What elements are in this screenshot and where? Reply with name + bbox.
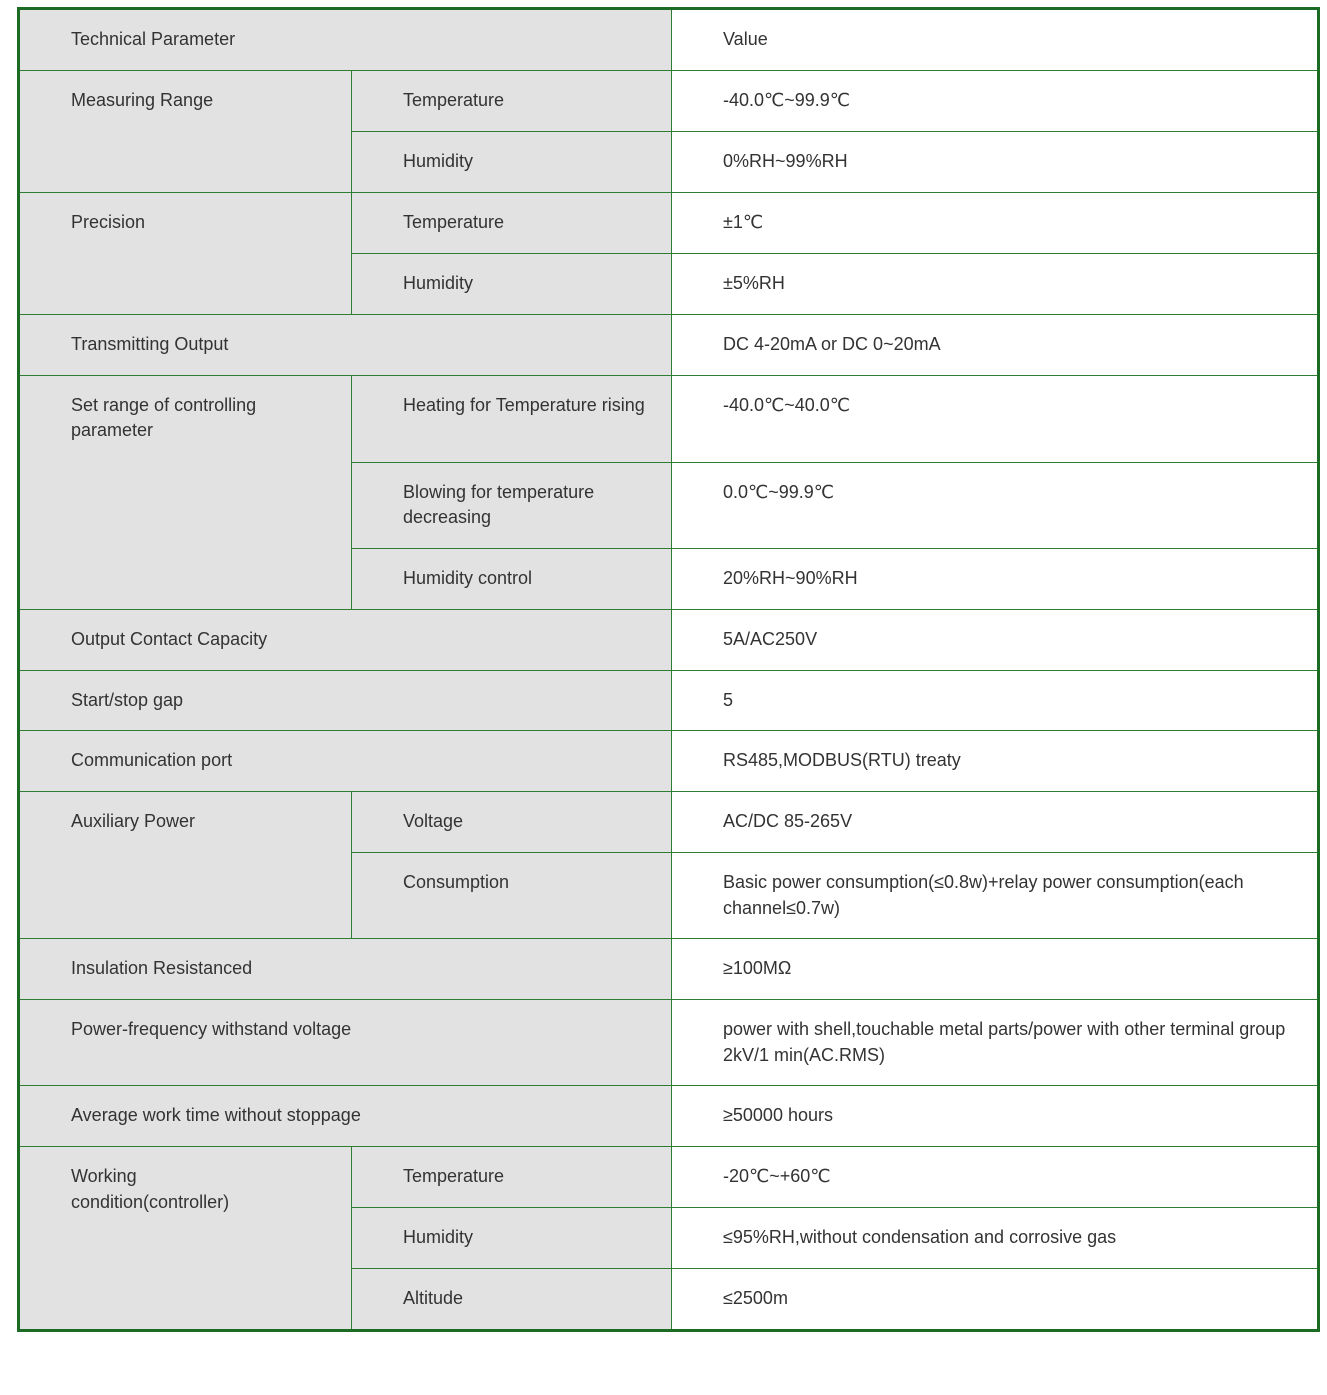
- start-stop-gap-label: Start/stop gap: [19, 670, 672, 731]
- value-cell: power with shell,touchable metal parts/power with other terminal group 2kV/1 min(AC.RMS): [672, 1000, 1319, 1086]
- value-cell: -40.0℃~40.0℃: [672, 375, 1319, 462]
- table-header-row: [19, 9, 1319, 71]
- value-cell: RS485,MODBUS(RTU) treaty: [672, 731, 1319, 792]
- value-cell: 20%RH~90%RH: [672, 548, 1319, 609]
- table-row: [19, 70, 1319, 131]
- technical-parameter-table: [17, 7, 1320, 1332]
- table-row: [19, 670, 1319, 731]
- communication-port-label: Communication port: [19, 731, 672, 792]
- sub-parameter-label: Voltage: [352, 792, 672, 853]
- sub-parameter-label: Temperature: [352, 70, 672, 131]
- value-cell: ≥100MΩ: [672, 939, 1319, 1000]
- sub-parameter-label: Humidity: [352, 131, 672, 192]
- value-cell: Basic power consumption(≤0.8w)+relay power consumption(each channel≤0.7w): [672, 853, 1319, 939]
- value-cell: ≥50000 hours: [672, 1086, 1319, 1147]
- sub-parameter-label: Humidity: [352, 1208, 672, 1269]
- table-row: [19, 609, 1319, 670]
- value-cell: ±1℃: [672, 192, 1319, 253]
- header-parameter-cell: Technical Parameter: [19, 9, 672, 71]
- table-row: [19, 939, 1319, 1000]
- value-cell: AC/DC 85-265V: [672, 792, 1319, 853]
- sub-parameter-label: Temperature: [352, 1147, 672, 1208]
- measuring-range-label: Measuring Range: [19, 70, 352, 192]
- sub-parameter-label: Heating for Temperature rising: [352, 375, 672, 462]
- value-cell: 0.0℃~99.9℃: [672, 462, 1319, 548]
- precision-label: Precision: [19, 192, 352, 314]
- value-cell: ≤95%RH,without condensation and corrosive gas: [672, 1208, 1319, 1269]
- table-row: [19, 314, 1319, 375]
- value-cell: 5: [672, 670, 1319, 731]
- sub-parameter-label: Humidity control: [352, 548, 672, 609]
- value-cell: 5A/AC250V: [672, 609, 1319, 670]
- table-row: [19, 375, 1319, 462]
- set-range-label: Set range of controlling parameter: [19, 375, 352, 609]
- value-cell: 0%RH~99%RH: [672, 131, 1319, 192]
- withstand-voltage-label: Power-frequency withstand voltage: [19, 1000, 672, 1086]
- sub-parameter-label: Blowing for temperature decreasing: [352, 462, 672, 548]
- output-contact-label: Output Contact Capacity: [19, 609, 672, 670]
- working-condition-label: Working condition(controller): [19, 1147, 352, 1331]
- value-cell: -20℃~+60℃: [672, 1147, 1319, 1208]
- header-value-cell: Value: [672, 9, 1319, 71]
- table-row: [19, 731, 1319, 792]
- value-cell: -40.0℃~99.9℃: [672, 70, 1319, 131]
- spec-table-container: [17, 7, 1320, 1332]
- value-cell: ±5%RH: [672, 253, 1319, 314]
- work-time-label: Average work time without stoppage: [19, 1086, 672, 1147]
- sub-parameter-label: Humidity: [352, 253, 672, 314]
- table-row: [19, 1000, 1319, 1086]
- table-row: [19, 192, 1319, 253]
- value-cell: DC 4-20mA or DC 0~20mA: [672, 314, 1319, 375]
- sub-parameter-label: Consumption: [352, 853, 672, 939]
- transmitting-output-label: Transmitting Output: [19, 314, 672, 375]
- insulation-label: Insulation Resistanced: [19, 939, 672, 1000]
- table-row: [19, 1086, 1319, 1147]
- table-row: [19, 792, 1319, 853]
- value-cell: ≤2500m: [672, 1269, 1319, 1331]
- table-row: [19, 1147, 1319, 1208]
- sub-parameter-label: Altitude: [352, 1269, 672, 1331]
- sub-parameter-label: Temperature: [352, 192, 672, 253]
- auxiliary-power-label: Auxiliary Power: [19, 792, 352, 939]
